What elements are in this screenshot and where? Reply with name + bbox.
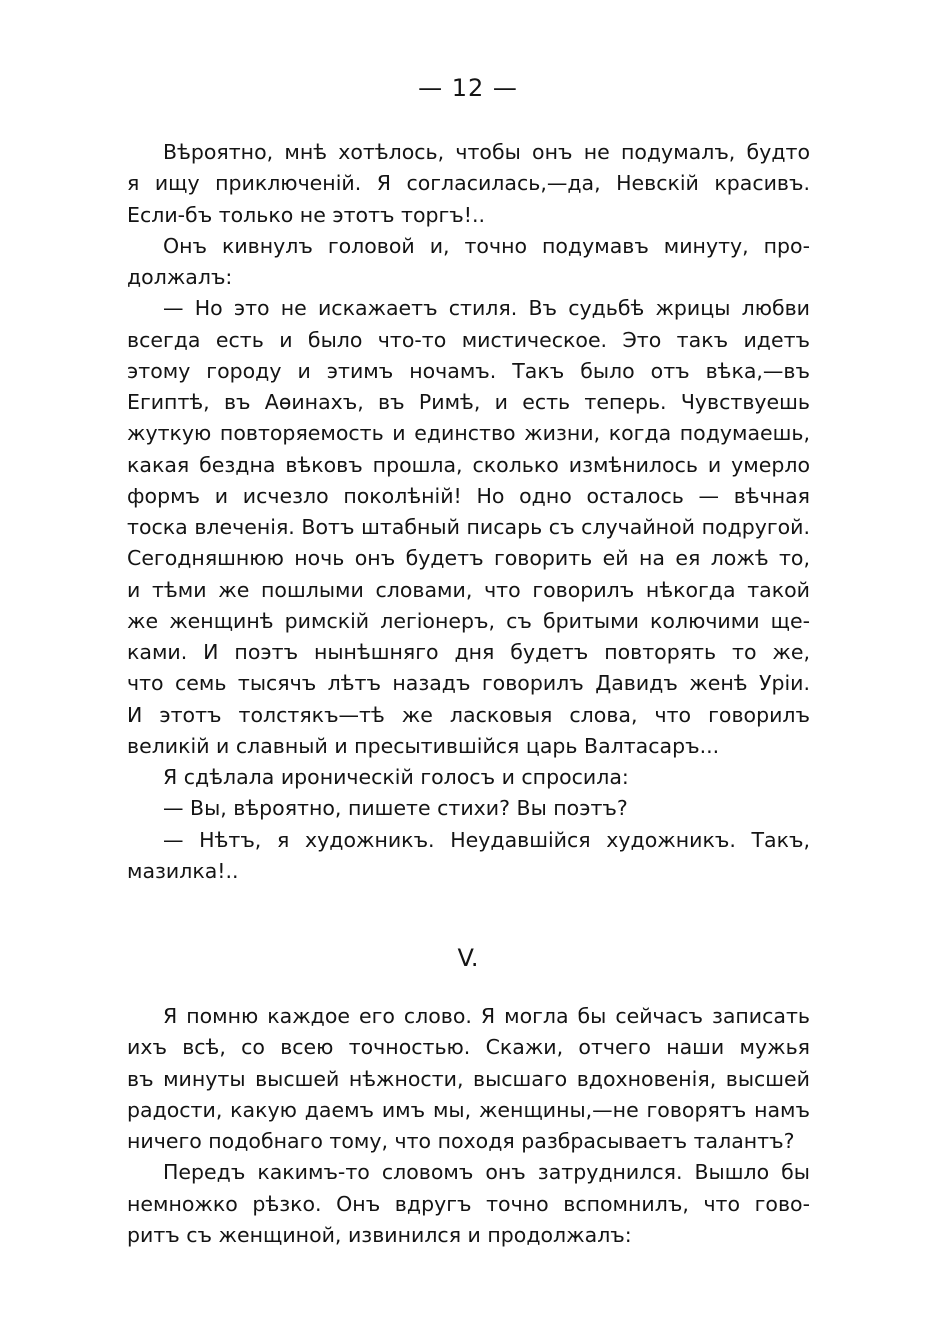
text-line: формъ и исчезло поколѣній! Но одно осталось — вѣчная xyxy=(127,483,810,508)
page-number: — 12 — xyxy=(418,74,518,102)
text-line: Египтѣ, въ Аѳинахъ, въ Римѣ, и есть теперь. Чувствуешь xyxy=(127,390,810,414)
text-line: Я помню каждое его слово. Я могла бы сейчасъ записать xyxy=(163,1004,810,1028)
text-block-1 xyxy=(127,137,810,887)
text-line: жуткую повторяемость и единство жизни, когда подумаешь, xyxy=(127,421,810,446)
text-line: ихъ всѣ, со всею точностью. Скажи, отчего наши мужья xyxy=(127,1035,810,1060)
text-line: что семь тысячъ лѣтъ назадъ говорилъ Давидъ женѣ Уріи. xyxy=(127,671,810,696)
text-line: въ минуты высшей нѣжности, высшаго вдохновенія, высшей xyxy=(127,1066,810,1091)
text-line: — Вы, вѣроятно, пишете стихи? Вы поэтъ? xyxy=(163,796,628,821)
text-line: Передъ какимъ-то словомъ онъ затруднился. Вышло бы xyxy=(163,1160,810,1185)
text-line: Онъ кивнулъ головой и, точно подумавъ минуту, про- xyxy=(163,233,810,258)
text-line: Если-бъ только не этотъ торгъ!.. xyxy=(127,202,486,227)
section-heading: V. xyxy=(457,944,479,972)
text-line: я ищу приключеній. Я согласилась,—да, Невскій красивъ. xyxy=(127,171,810,196)
text-line: Вѣроятно, мнѣ хотѣлось, чтобы онъ не подумалъ, будто xyxy=(163,140,810,164)
text-line: — Нѣтъ, я художникъ. Неудавшійся художникъ. Такъ, xyxy=(163,827,810,852)
text-line: мазилка!.. xyxy=(127,858,239,883)
text-line: тоска влеченія. Вотъ штабный писарь съ случайной подругой. xyxy=(127,515,810,539)
text-line: Я сдѣлала ироническій голосъ и спросила: xyxy=(163,765,629,789)
text-line: же женщинѣ римскій легіонеръ, съ бритыми колючими ще- xyxy=(127,608,810,633)
text-line: И этотъ толстякъ—тѣ же ласковыя слова, что говорилъ xyxy=(127,702,810,727)
text-line: великій и славный и пресытившійся царь Валтасаръ... xyxy=(127,733,720,758)
text-line: какая бездна вѣковъ прошла, сколько измѣнилось и умерло xyxy=(127,452,810,477)
text-line: Сегодняшнюю ночь онъ будетъ говорить ей на ея ложѣ то, xyxy=(127,546,810,571)
text-line: всегда есть и было что-то мистическое. Это такъ идетъ xyxy=(127,327,810,352)
text-line: ритъ съ женщиной, извинился и продолжалъ: xyxy=(127,1222,632,1247)
text-line: радости, какую даемъ имъ мы, женщины,—не говорятъ намъ xyxy=(127,1097,810,1122)
text-block-2 xyxy=(127,1001,810,1251)
text-line: должалъ: xyxy=(127,265,233,289)
text-line: — Но это не искажаетъ стиля. Въ судьбѣ жрицы любви xyxy=(163,296,810,321)
text-line: немножко рѣзко. Онъ вдругъ точно вспомнилъ, что гово- xyxy=(127,1191,810,1216)
text-line: и тѣми же пошлыми словами, что говорилъ нѣкогда такой xyxy=(127,577,810,602)
text-line: ками. И поэтъ нынѣшняго дня будетъ повторять то же, xyxy=(127,640,810,664)
text-line: этому городу и этимъ ночамъ. Такъ было отъ вѣка,—въ xyxy=(127,358,810,383)
text-line: ничего подобнаго тому, что походя разбрасываетъ талантъ? xyxy=(127,1129,795,1153)
